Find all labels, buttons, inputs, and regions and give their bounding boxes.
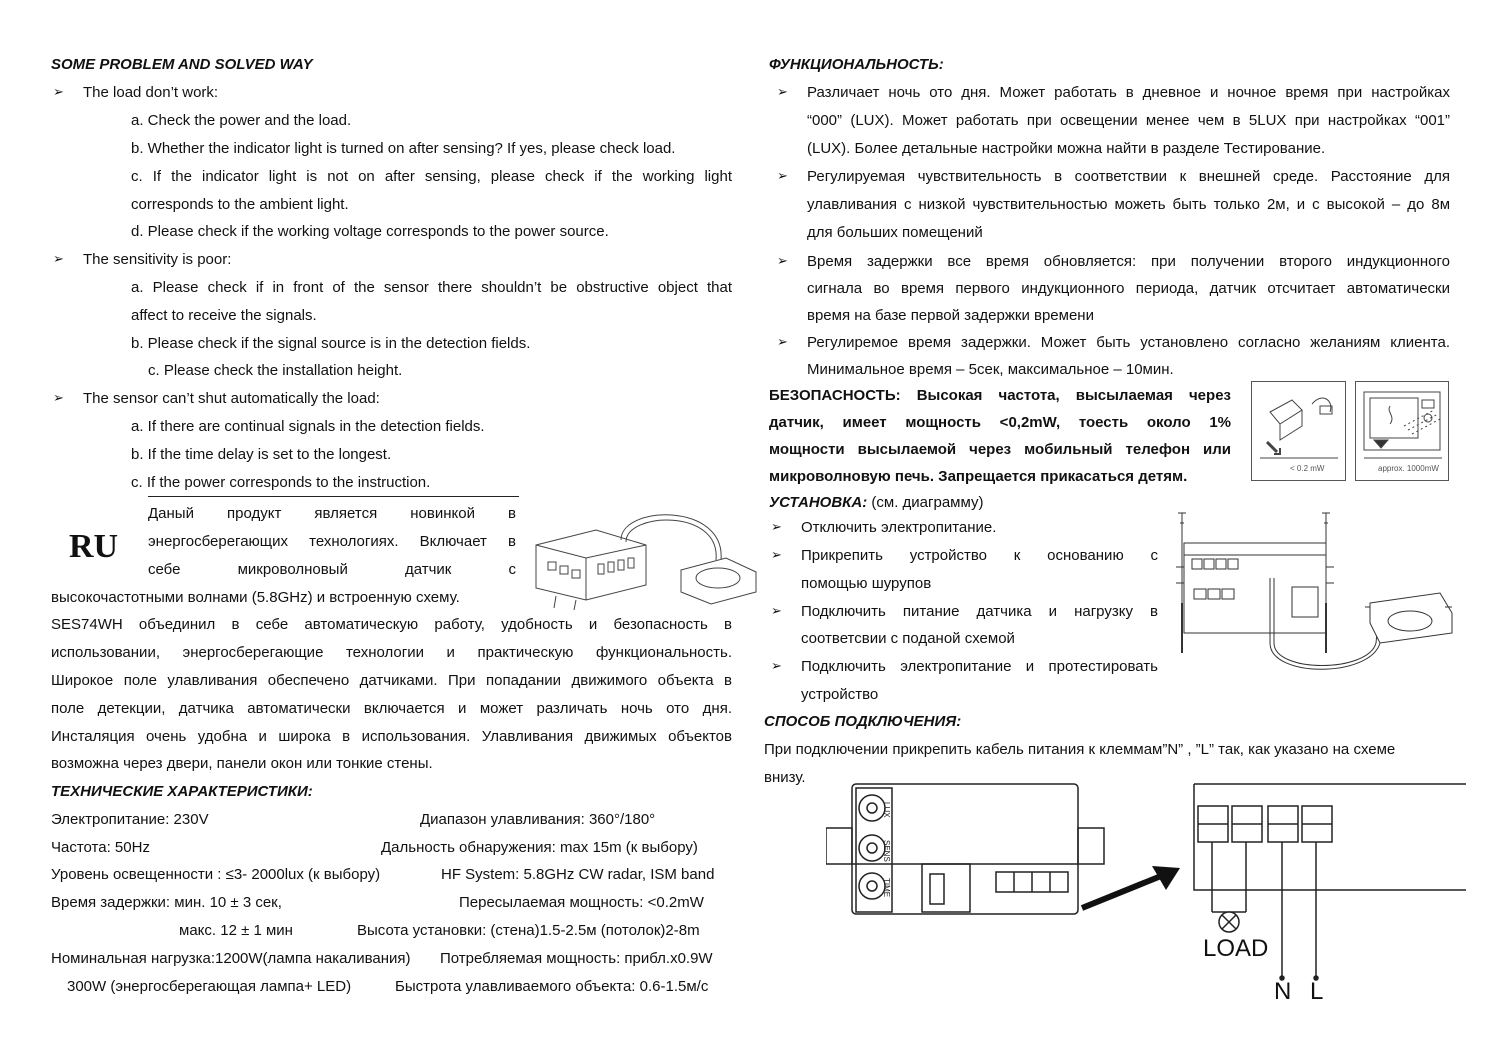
feature-text: ➢ Регулируемая чувствительность в соответствии к внешней среде. Расстояние для — [807, 168, 1450, 185]
feature-text: ➢ Регулиремое время задержки. Может быть установлено согласно желаниям клиента. — [807, 334, 1450, 351]
spec-distance: Дальность обнаружения: max 15m (к выбору) — [381, 839, 698, 856]
knob-label: TIME — [882, 878, 891, 898]
feature-text: “000” (LUX). Может работать при освещении менее чем в 5LUX при настройках “001” — [807, 112, 1450, 129]
install-step: устройство — [801, 686, 879, 703]
feature-text: (LUX). Более детальные настройки можна найти в разделе Тестирование. — [807, 140, 1326, 157]
microwave-image — [1355, 381, 1449, 481]
install-title: УСТАНОВКА: — [769, 494, 868, 511]
solution-text: b. If the time delay is set to the longest. — [131, 446, 392, 463]
solution-text: a. If there are continual signals in the detection fields. — [131, 418, 485, 435]
intro-text: высокочастотными волнами (5.8GHz) и встроенную схему. — [51, 589, 460, 606]
solution-text: b. Please check if the signal source is in the detection fields. — [131, 335, 531, 352]
safety-label: БЕЗОПАСНОСТЬ: — [769, 387, 901, 404]
wiring-text: При подключении прикрепить кабель питания к клеммам”N” , ”L” так, как указано на схеме — [764, 741, 1396, 758]
spec-delay-max: макс. 12 ± 1 мин — [179, 922, 293, 939]
safety-text: мощности высылаемой через мобильный телефон или — [769, 441, 1231, 458]
wiring-text: внизу. — [764, 769, 806, 786]
low-power-caption: < 0.2 mW — [1290, 464, 1325, 473]
intro-text: энергосберегающих технологиях. Включает в — [148, 533, 516, 550]
safety-text: датчик, имеет мощность <0,2mW, тоесть около 1% — [769, 414, 1231, 431]
install-step: ➢ Подключить электропитание и протестировать — [801, 658, 1158, 675]
l-label: L — [1310, 978, 1324, 1005]
spec-delay-min: Время задержки: мин. 10 ± 3 сек, — [51, 894, 282, 911]
safety-text — [769, 387, 1231, 404]
intro-text: поле детекции, датчика автоматически включается и может различать ночь ото дня. — [51, 700, 732, 717]
solution-text: b. Whether the indicator light is turned on after sensing? If yes, please check load. — [131, 140, 676, 157]
functionality-title: ФУНКЦИОНАЛЬНОСТЬ: — [769, 56, 944, 73]
problems-title: SOME PROBLEM AND SOLVED WAY — [51, 56, 313, 73]
feature-text: улавливания с низкой чувствительностью можеть быть только 2м, и с высокой – до 8м — [807, 196, 1450, 213]
sensor-product-illustration — [526, 500, 766, 610]
install-diagram — [1170, 503, 1460, 688]
intro-text: себе микроволновый датчик с — [148, 561, 516, 578]
wiring-diagram — [826, 780, 1466, 1005]
wiring-title: СПОСОБ ПОДКЛЮЧЕНИЯ: — [764, 713, 962, 730]
safety-text: микроволновую печь. Запрещается прикасаться детям. — [769, 468, 1188, 485]
spec-speed: Быстрота улавливаемого объекта: 0.6-1.5м/с — [395, 978, 709, 995]
section-divider — [148, 496, 519, 497]
spec-height: Высота установки: (стена)1.5-2.5м (потолок)2-8m — [357, 922, 700, 939]
intro-text: Широкое поле улавливания обеспечено датчиками. При попадании движимого объекта в — [51, 672, 732, 689]
spec-hf: HF System: 5.8GHz CW radar, ISM band — [441, 866, 715, 883]
spec-load-led: 300W (энергосберегающая лампа+ LED) — [67, 978, 352, 995]
arrow-icon — [1082, 874, 1166, 908]
low-power-image — [1251, 381, 1346, 481]
solution-text: corresponds to the ambient light. — [131, 196, 349, 213]
solution-text: a. Check the power and the load. — [131, 112, 352, 129]
microwave-caption: approx. 1000mW — [1378, 464, 1439, 473]
solution-text: c. If the power corresponds to the instruction. — [131, 474, 431, 491]
feature-text: для больших помещений — [807, 224, 983, 241]
spec-load: Номинальная нагрузка:1200W(лампа накаливания) — [51, 950, 411, 967]
load-label: LOAD — [1203, 935, 1269, 962]
spec-power: Электропитание: 230V — [51, 811, 209, 828]
spec-transmit: Пересылаемая мощность: <0.2mW — [459, 894, 704, 911]
intro-text: возможна через двери, панели окон или тонкие стены. — [51, 755, 433, 772]
install-step: ➢ Подключить питание датчика и нагрузку в — [801, 603, 1158, 620]
feature-text: Минимальное время – 5сек, максимальное – 10мин. — [807, 361, 1174, 378]
knob-label: LUX — [882, 802, 891, 818]
install-heading — [769, 494, 983, 511]
spec-frequency: Частота: 50Hz — [51, 839, 150, 856]
intro-text: Даный продукт является новинкой в — [148, 505, 516, 522]
install-note: (см. диаграмму) — [871, 494, 984, 511]
spec-lux: Уровень освещенности : ≤3- 2000lux (к выбору) — [51, 866, 381, 883]
feature-text: ➢ Различает ночь ото дня. Может работать в дневное и ночное время при настройках — [807, 84, 1450, 101]
intro-text: использовании, энергосберегающие технологии и практическую функциональность. — [51, 644, 732, 661]
problem-load: ➢ The load don’t work: — [83, 84, 218, 101]
solution-text: d. Please check if the working voltage corresponds to the power source. — [131, 223, 609, 240]
feature-text: время на базе первой задержки времени — [807, 307, 1094, 324]
tech-title: ТЕХНИЧЕСКИЕ ХАРАКТЕРИСТИКИ: — [51, 783, 313, 800]
safety-text-line: Высокая частота, высылаемая через — [916, 387, 1231, 404]
problem-shutoff: ➢ The sensor can’t shut automatically the load: — [83, 390, 380, 407]
intro-text: Инсталяция очень удобна и широка в использования. Улавливания движимых объектов — [51, 728, 732, 745]
solution-text: affect to receive the signals. — [131, 307, 317, 324]
spec-consumption: Потребляемая мощность: прибл.x0.9W — [440, 950, 713, 967]
solution-text: c. Please check the installation height. — [148, 362, 403, 379]
solution-text: a. Please check if in front of the sensor there shouldn’t be obstructive object that — [131, 279, 732, 296]
install-step: ➢ Прикрепить устройство к основанию с — [801, 547, 1158, 564]
n-label: N — [1274, 978, 1292, 1005]
install-step: соответсвии с поданой схемой — [801, 630, 1015, 647]
install-step: помощью шурупов — [801, 575, 932, 592]
feature-text: ➢ Время задержки все время обновляется: при получении второго индукционного — [807, 253, 1450, 270]
solution-text: c. If the indicator light is not on after sensing, please check if the working light — [131, 168, 732, 185]
install-step: ➢ Отключить электропитание. — [801, 519, 996, 536]
problem-sensitivity: ➢ The sensitivity is poor: — [83, 251, 231, 268]
knob-label: SENS — [882, 840, 891, 862]
feature-text: сигнала во время первого индукционного периода, датчик отсчитает автоматически — [807, 280, 1450, 297]
language-label: RU — [69, 528, 119, 565]
intro-text: SES74WH объединил в себе автоматическую работу, удобность и безопасность в — [51, 616, 732, 633]
spec-range: Диапазон улавливания: 360°/180° — [420, 811, 656, 828]
